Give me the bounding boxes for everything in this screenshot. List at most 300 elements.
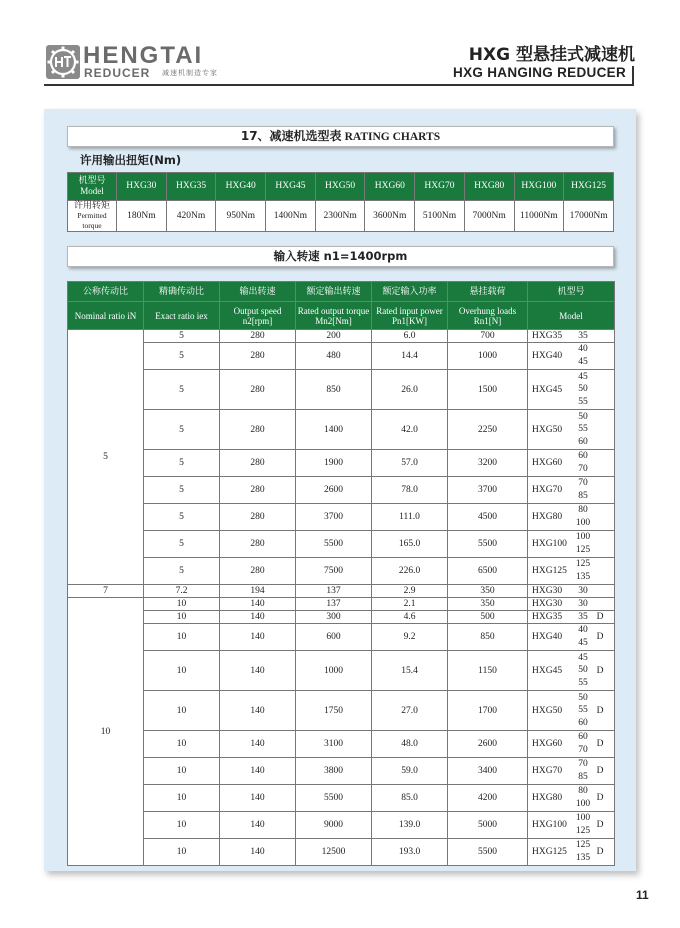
exact-cell: 5	[144, 410, 220, 450]
model-size: 50	[578, 692, 588, 703]
model-label-cell	[68, 173, 117, 201]
model-cell-content	[528, 785, 614, 811]
model-size: 125	[575, 840, 591, 851]
model-size: 135	[575, 572, 591, 582]
load-cell: 5500	[448, 531, 528, 558]
model-cell	[528, 785, 615, 812]
header-cn-cell: 悬挂载荷	[448, 282, 528, 302]
table-row	[68, 691, 615, 731]
speed-cell: 140	[220, 812, 296, 839]
torque-cell: 9000	[296, 812, 372, 839]
load-cell: 350	[448, 585, 528, 598]
torque-cell: 5500	[296, 785, 372, 812]
speed-cell: 280	[220, 531, 296, 558]
model-cell	[528, 410, 615, 450]
power-cell: 27.0	[372, 691, 448, 731]
speed-cell: 280	[220, 330, 296, 343]
model-size: 35	[578, 330, 588, 341]
model-size: 70	[578, 759, 588, 770]
load-cell: 700	[448, 330, 528, 343]
speed-cell: 280	[220, 558, 296, 585]
model-cell	[528, 370, 615, 410]
table-row	[68, 343, 615, 370]
model-cell-content	[528, 343, 614, 369]
model-variant-d: D	[596, 739, 604, 749]
torque-cell: 1400	[296, 410, 372, 450]
torque-model-cell: HXG125	[564, 173, 614, 201]
model-cell	[528, 343, 615, 370]
torque-cell: 3700	[296, 504, 372, 531]
load-cell: 350	[448, 598, 528, 611]
table-row	[68, 598, 615, 611]
table-row	[68, 624, 615, 651]
power-cell: 111.0	[372, 504, 448, 531]
header-cn-cell: 额定输入功率	[372, 282, 448, 302]
model-sizes	[573, 785, 593, 810]
torque-cell: 5500	[296, 531, 372, 558]
power-cell: 226.0	[372, 558, 448, 585]
power-cell: 2.9	[372, 585, 448, 598]
model-cell	[528, 504, 615, 531]
model-cell-content	[528, 758, 614, 784]
header-en-cell: Rated input power Pn1[KW]	[372, 302, 448, 330]
exact-cell: 10	[144, 651, 220, 691]
model-cell-content	[528, 330, 614, 342]
power-cell: 139.0	[372, 812, 448, 839]
model-size: 55	[578, 705, 588, 716]
power-cell: 9.2	[372, 624, 448, 651]
power-cell: 42.0	[372, 410, 448, 450]
header-cn-cell: 输出转速	[220, 282, 296, 302]
model-sizes	[573, 477, 593, 502]
rating-header-en-row	[68, 302, 615, 330]
speed-cell: 280	[220, 370, 296, 410]
power-cell: 14.4	[372, 343, 448, 370]
input-speed-bar: 输入转速 n1=1400rpm	[67, 246, 614, 267]
table-row	[68, 370, 615, 410]
torque-cell: 1900	[296, 450, 372, 477]
power-cell: 57.0	[372, 450, 448, 477]
model-sizes	[573, 343, 593, 368]
model-label-en: Model	[80, 186, 104, 196]
load-cell: 3200	[448, 450, 528, 477]
power-cell: 165.0	[372, 531, 448, 558]
torque-cell: 3100	[296, 731, 372, 758]
model-sizes	[573, 839, 593, 864]
exact-cell: 10	[144, 691, 220, 731]
model-cell	[528, 611, 615, 624]
speed-cell: 280	[220, 343, 296, 370]
model-sizes	[573, 558, 593, 583]
model-size: 125	[575, 545, 591, 555]
model-name: HXG125	[532, 566, 567, 576]
model-size: 45	[578, 357, 588, 367]
header-divider-tick	[632, 66, 634, 86]
model-size: 85	[578, 772, 588, 782]
torque-value-cell: 180Nm	[117, 201, 167, 232]
brand-name: HENGTAI	[83, 42, 204, 69]
model-size: 100	[575, 532, 591, 543]
rating-table	[67, 281, 615, 866]
torque-model-cell: HXG70	[415, 173, 465, 201]
model-cell	[528, 558, 615, 585]
torque-cell: 137	[296, 585, 372, 598]
header-cn-cell: 机型号	[528, 282, 615, 302]
torque-cell: 12500	[296, 839, 372, 866]
torque-value-cell: 11000Nm	[514, 201, 564, 232]
model-cell	[528, 585, 615, 598]
torque-value-cell: 7000Nm	[464, 201, 514, 232]
brand-tagline: 减速机制造专家	[162, 69, 218, 77]
model-cell	[528, 598, 615, 611]
load-cell: 4500	[448, 504, 528, 531]
model-size: 30	[578, 598, 588, 609]
section-heading-en: RATING CHARTS	[344, 131, 441, 143]
header-en-cell: Exact ratio iex	[144, 302, 220, 330]
model-cell	[528, 691, 615, 731]
model-size: 80	[578, 505, 588, 516]
brand-subtitle: REDUCER	[84, 66, 151, 80]
table-row	[68, 504, 615, 531]
model-sizes	[573, 330, 593, 343]
load-cell: 1000	[448, 343, 528, 370]
exact-cell: 5	[144, 477, 220, 504]
torque-value-cell: 1400Nm	[266, 201, 316, 232]
torque-cell: 600	[296, 624, 372, 651]
model-size: 35	[578, 611, 588, 622]
model-size: 125	[575, 826, 591, 836]
exact-cell: 5	[144, 531, 220, 558]
model-size: 30	[578, 585, 588, 596]
speed-cell: 140	[220, 651, 296, 691]
torque-cell: 137	[296, 598, 372, 611]
model-name: HXG30	[532, 599, 563, 609]
model-cell-content	[528, 410, 614, 449]
rating-table-body	[68, 330, 615, 866]
model-size: 45	[578, 638, 588, 648]
torque-value-cell: 420Nm	[166, 201, 216, 232]
model-sizes	[573, 758, 593, 783]
load-cell: 5000	[448, 812, 528, 839]
torque-cell: 480	[296, 343, 372, 370]
model-variant-d: D	[596, 793, 604, 803]
model-cell-content	[528, 370, 614, 409]
model-sizes	[573, 371, 593, 409]
torque-table-model-row	[68, 173, 614, 201]
load-cell: 1500	[448, 370, 528, 410]
table-row	[68, 585, 615, 598]
speed-cell: 140	[220, 731, 296, 758]
table-row	[68, 611, 615, 624]
model-sizes	[573, 531, 593, 556]
model-cell	[528, 731, 615, 758]
table-row	[68, 758, 615, 785]
exact-cell: 10	[144, 812, 220, 839]
model-variant-d: D	[596, 766, 604, 776]
torque-label-cn: 许用转矩	[73, 201, 110, 211]
load-cell: 2600	[448, 731, 528, 758]
model-name: HXG50	[532, 424, 563, 435]
torque-model-cell: HXG100	[514, 173, 564, 201]
model-variant-d: D	[596, 847, 604, 857]
model-cell	[528, 651, 615, 691]
torque-value-cell: 2300Nm	[315, 201, 365, 232]
model-size: 70	[578, 464, 588, 474]
torque-cell: 3800	[296, 758, 372, 785]
torque-table-torque-row	[68, 201, 614, 232]
torque-model-cell: HXG45	[266, 173, 316, 201]
model-cell	[528, 531, 615, 558]
model-size: 40	[578, 344, 588, 355]
model-name: HXG70	[532, 766, 563, 776]
load-cell: 6500	[448, 558, 528, 585]
table-row	[68, 410, 615, 450]
torque-cell: 2600	[296, 477, 372, 504]
speed-cell: 140	[220, 758, 296, 785]
exact-cell: 5	[144, 450, 220, 477]
speed-cell: 140	[220, 598, 296, 611]
model-variant-d: D	[596, 665, 604, 676]
nominal-ratio-cell: 7	[68, 585, 144, 598]
power-cell: 26.0	[372, 370, 448, 410]
header-en-cell: Output speed n2[rpm]	[220, 302, 296, 330]
load-cell: 3400	[448, 758, 528, 785]
model-name: HXG40	[532, 351, 563, 361]
table-row	[68, 531, 615, 558]
model-name: HXG35	[532, 331, 563, 341]
model-size: 50	[578, 665, 588, 676]
table-row	[68, 477, 615, 504]
speed-cell: 280	[220, 477, 296, 504]
model-name: HXG70	[532, 485, 563, 495]
model-cell-content	[528, 624, 614, 650]
model-cell	[528, 758, 615, 785]
model-cell-content	[528, 731, 614, 757]
model-name: HXG60	[532, 739, 563, 749]
model-size: 70	[578, 478, 588, 489]
table-row	[68, 785, 615, 812]
torque-cell: 7500	[296, 558, 372, 585]
exact-cell: 10	[144, 731, 220, 758]
model-sizes	[573, 450, 593, 475]
speed-cell: 280	[220, 504, 296, 531]
model-sizes	[573, 652, 593, 690]
model-size: 55	[578, 396, 588, 407]
model-size: 60	[578, 732, 588, 743]
model-cell-content	[528, 839, 614, 865]
model-size: 100	[575, 813, 591, 824]
exact-cell: 5	[144, 343, 220, 370]
exact-cell: 10	[144, 758, 220, 785]
model-sizes	[573, 624, 593, 649]
model-name: HXG60	[532, 458, 563, 468]
speed-cell: 280	[220, 410, 296, 450]
exact-cell: 10	[144, 785, 220, 812]
torque-model-cell: HXG35	[166, 173, 216, 201]
torque-label-cell	[68, 201, 117, 232]
model-cell-content	[528, 611, 614, 623]
model-cell-content	[528, 450, 614, 476]
nominal-ratio-cell: 10	[68, 598, 144, 866]
table-row	[68, 558, 615, 585]
model-size: 45	[578, 371, 588, 382]
model-sizes	[573, 731, 593, 756]
rating-header-cn-row	[68, 282, 615, 302]
model-name: HXG40	[532, 632, 563, 642]
model-cell	[528, 450, 615, 477]
load-cell: 4200	[448, 785, 528, 812]
model-name: HXG45	[532, 384, 563, 395]
torque-value-cell: 17000Nm	[564, 201, 614, 232]
header-en-cell: Overhung loads Rn1[N]	[448, 302, 528, 330]
model-cell	[528, 624, 615, 651]
model-cell	[528, 477, 615, 504]
exact-cell: 5	[144, 504, 220, 531]
model-name: HXG50	[532, 705, 563, 716]
section-heading-bar	[67, 126, 614, 147]
hengtai-logo-icon	[46, 45, 80, 79]
model-size: 100	[575, 518, 591, 528]
torque-model-cell: HXG30	[117, 173, 167, 201]
speed-cell: 140	[220, 624, 296, 651]
model-size: 60	[578, 436, 588, 447]
torque-value-cell: 950Nm	[216, 201, 266, 232]
model-sizes	[573, 692, 593, 730]
model-cell-content	[528, 812, 614, 838]
header-en-cell: Nominal ratio iN	[68, 302, 144, 330]
model-cell	[528, 839, 615, 866]
model-cell-content	[528, 651, 614, 690]
model-size: 55	[578, 677, 588, 688]
model-variant-d: D	[596, 632, 604, 642]
table-row	[68, 812, 615, 839]
table-row	[68, 731, 615, 758]
model-name: HXG45	[532, 665, 563, 676]
torque-cell: 300	[296, 611, 372, 624]
load-cell: 3700	[448, 477, 528, 504]
power-cell: 193.0	[372, 839, 448, 866]
torque-model-cell: HXG80	[464, 173, 514, 201]
model-name: HXG80	[532, 512, 563, 522]
model-cell	[528, 812, 615, 839]
table-row	[68, 330, 615, 343]
power-cell: 78.0	[372, 477, 448, 504]
model-size: 100	[575, 799, 591, 809]
nominal-ratio-cell: 5	[68, 330, 144, 585]
model-cell-content	[528, 504, 614, 530]
model-name: HXG30	[532, 586, 563, 596]
header-cn-cell: 额定输出转速	[296, 282, 372, 302]
table-row	[68, 450, 615, 477]
load-cell: 5500	[448, 839, 528, 866]
model-sizes	[573, 812, 593, 837]
speed-cell: 140	[220, 785, 296, 812]
exact-cell: 10	[144, 624, 220, 651]
power-cell: 4.6	[372, 611, 448, 624]
torque-section-title: 许用输出扭矩(Nm)	[80, 153, 182, 167]
torque-value-cell: 5100Nm	[415, 201, 465, 232]
section-heading-cn: 17、减速机选型表	[240, 129, 342, 143]
model-name: HXG125	[532, 847, 567, 857]
model-size: 40	[578, 625, 588, 636]
page-title-en: HXG HANGING REDUCER	[453, 65, 626, 80]
model-variant-d: D	[596, 820, 604, 830]
exact-cell: 7.2	[144, 585, 220, 598]
model-cell-content	[528, 477, 614, 503]
torque-cell: 1000	[296, 651, 372, 691]
model-sizes	[573, 598, 593, 611]
model-cell-content	[528, 598, 614, 610]
torque-model-cell: HXG60	[365, 173, 415, 201]
model-sizes	[573, 504, 593, 529]
speed-cell: 280	[220, 450, 296, 477]
power-cell: 48.0	[372, 731, 448, 758]
model-sizes	[573, 585, 593, 598]
power-cell: 59.0	[372, 758, 448, 785]
exact-cell: 5	[144, 558, 220, 585]
torque-cell: 200	[296, 330, 372, 343]
model-size: 85	[578, 491, 588, 501]
load-cell: 2250	[448, 410, 528, 450]
torque-value-cell: 3600Nm	[365, 201, 415, 232]
model-size: 60	[578, 451, 588, 462]
load-cell: 500	[448, 611, 528, 624]
table-row	[68, 651, 615, 691]
power-cell: 15.4	[372, 651, 448, 691]
header-en-cell: Rated output torque Mn2[Nm]	[296, 302, 372, 330]
torque-label-en: Permitted torque	[77, 211, 107, 230]
power-cell: 6.0	[372, 330, 448, 343]
model-cell-content	[528, 691, 614, 730]
exact-cell: 5	[144, 330, 220, 343]
model-sizes	[573, 411, 593, 449]
model-variant-d: D	[596, 612, 604, 622]
load-cell: 1700	[448, 691, 528, 731]
header-en-cell: Model	[528, 302, 615, 330]
model-size: 45	[578, 652, 588, 663]
model-name: HXG80	[532, 793, 563, 803]
model-name: HXG35	[532, 612, 563, 622]
power-cell: 85.0	[372, 785, 448, 812]
page-title-cn: HXG 型悬挂式减速机	[468, 45, 635, 65]
model-size: 80	[578, 786, 588, 797]
header-cn-cell: 精确传动比	[144, 282, 220, 302]
model-cell-content	[528, 531, 614, 557]
model-variant-d: D	[596, 705, 604, 716]
load-cell: 850	[448, 624, 528, 651]
load-cell: 1150	[448, 651, 528, 691]
model-size: 70	[578, 745, 588, 755]
torque-cell: 1750	[296, 691, 372, 731]
torque-model-cell: HXG50	[315, 173, 365, 201]
power-cell: 2.1	[372, 598, 448, 611]
speed-cell: 140	[220, 839, 296, 866]
model-size: 50	[578, 384, 588, 395]
header-divider	[44, 84, 634, 86]
speed-cell: 140	[220, 611, 296, 624]
page-number: 11	[636, 888, 649, 902]
model-cell-content	[528, 585, 614, 597]
speed-cell: 194	[220, 585, 296, 598]
torque-cell: 850	[296, 370, 372, 410]
model-sizes	[573, 611, 593, 624]
model-label-cn: 机型号	[78, 176, 106, 186]
model-size: 125	[575, 559, 591, 570]
model-size: 55	[578, 424, 588, 435]
model-cell	[528, 330, 615, 343]
exact-cell: 5	[144, 370, 220, 410]
header-cn-cell: 公称传动比	[68, 282, 144, 302]
